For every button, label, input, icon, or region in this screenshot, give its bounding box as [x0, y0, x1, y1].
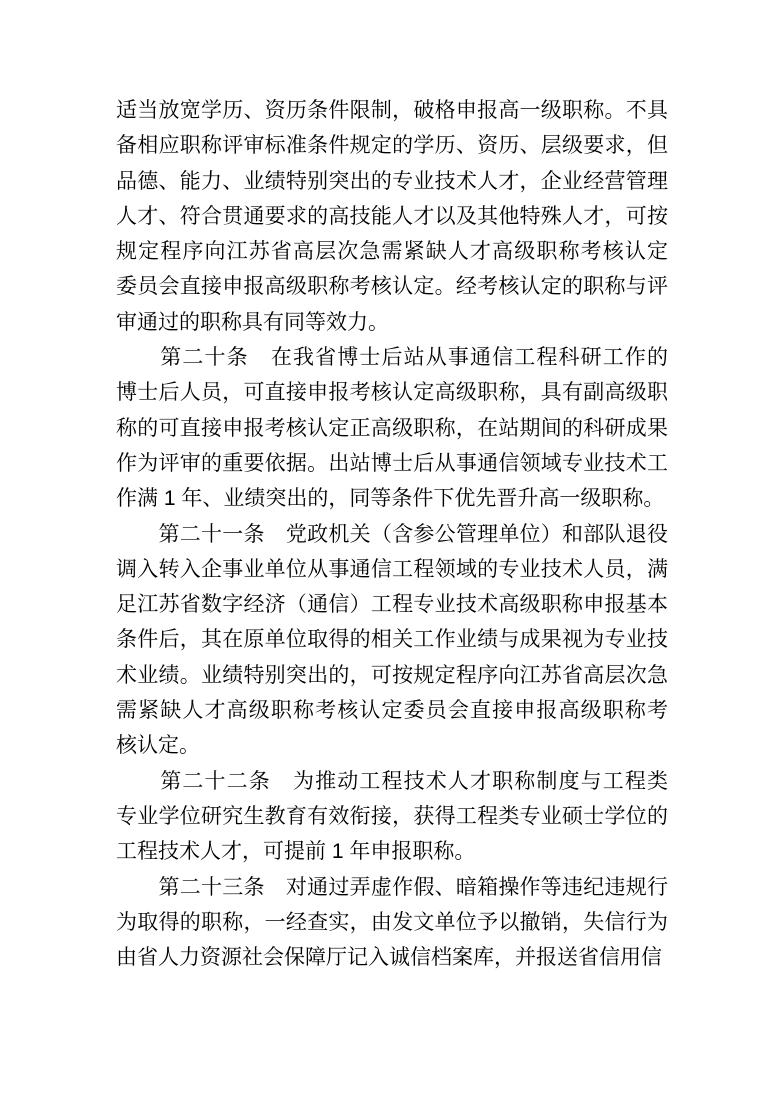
text-line: 工程技术人才，可提前 1 年申报职称。	[116, 840, 476, 864]
paragraph-article-21	[116, 517, 668, 764]
text-line: 术业绩。业绩特别突出的，可按规定程序向江苏省高层次急	[116, 663, 668, 687]
text-line: 作为评审的重要依据。出站博士后从事通信领域专业技术工	[116, 451, 668, 475]
text-line: 由省人力资源社会保障厅记入诚信档案库，并报送省信用信	[116, 946, 662, 970]
text-line: 规定程序向江苏省高层次急需紧缺人才高级职称考核认定	[116, 240, 668, 264]
paragraph-article-23	[116, 870, 668, 976]
text-line: 条件后，其在原单位取得的相关工作业绩与成果视为专业技	[116, 628, 668, 652]
text-line: 人才、符合贯通要求的高技能人才以及其他特殊人才，可按	[116, 204, 668, 228]
text-line: 专业学位研究生教育有效衔接，获得工程类专业硕士学位的	[116, 804, 668, 828]
text-block	[116, 93, 668, 975]
paragraph-continuation	[116, 93, 668, 340]
text-line: 备相应职称评审标准条件规定的学历、资历、层级要求，但	[116, 134, 668, 158]
text-line: 第二十一条 党政机关（含参公管理单位）和部队退役	[116, 522, 668, 546]
text-line: 称的可直接申报考核认定正高级职称，在站期间的科研成果	[116, 416, 668, 440]
text-line: 需紧缺人才高级职称考核认定委员会直接申报高级职称考	[116, 699, 668, 723]
paragraph-article-20	[116, 340, 668, 516]
text-line: 第二十条 在我省博士后站从事通信工程科研工作的	[116, 346, 668, 370]
paragraph-article-22	[116, 764, 668, 870]
text-line: 第二十三条 对通过弄虚作假、暗箱操作等违纪违规行	[116, 875, 668, 899]
text-line: 适当放宽学历、资历条件限制，破格申报高一级职称。不具	[116, 99, 668, 122]
text-line: 作满 1 年、业绩突出的，同等条件下优先晋升高一级职称。	[116, 487, 665, 511]
text-line: 调入转入企事业单位从事通信工程领域的专业技术人员，满	[116, 557, 668, 581]
text-line: 审通过的职称具有同等效力。	[116, 310, 389, 334]
text-line: 博士后人员，可直接申报考核认定高级职称，具有副高级职	[116, 381, 668, 405]
text-line: 委员会直接申报高级职称考核认定。经考核认定的职称与评	[116, 275, 668, 299]
text-line: 品德、能力、业绩特别突出的专业技术人才，企业经营管理	[116, 169, 668, 193]
text-line: 核认定。	[116, 734, 200, 758]
text-line: 足江苏省数字经济（通信）工程专业技术高级职称申报基本	[116, 593, 668, 617]
text-line: 第二十二条 为推动工程技术人才职称制度与工程类	[116, 769, 668, 793]
text-line: 为取得的职称，一经查实，由发文单位予以撤销，失信行为	[116, 910, 668, 934]
